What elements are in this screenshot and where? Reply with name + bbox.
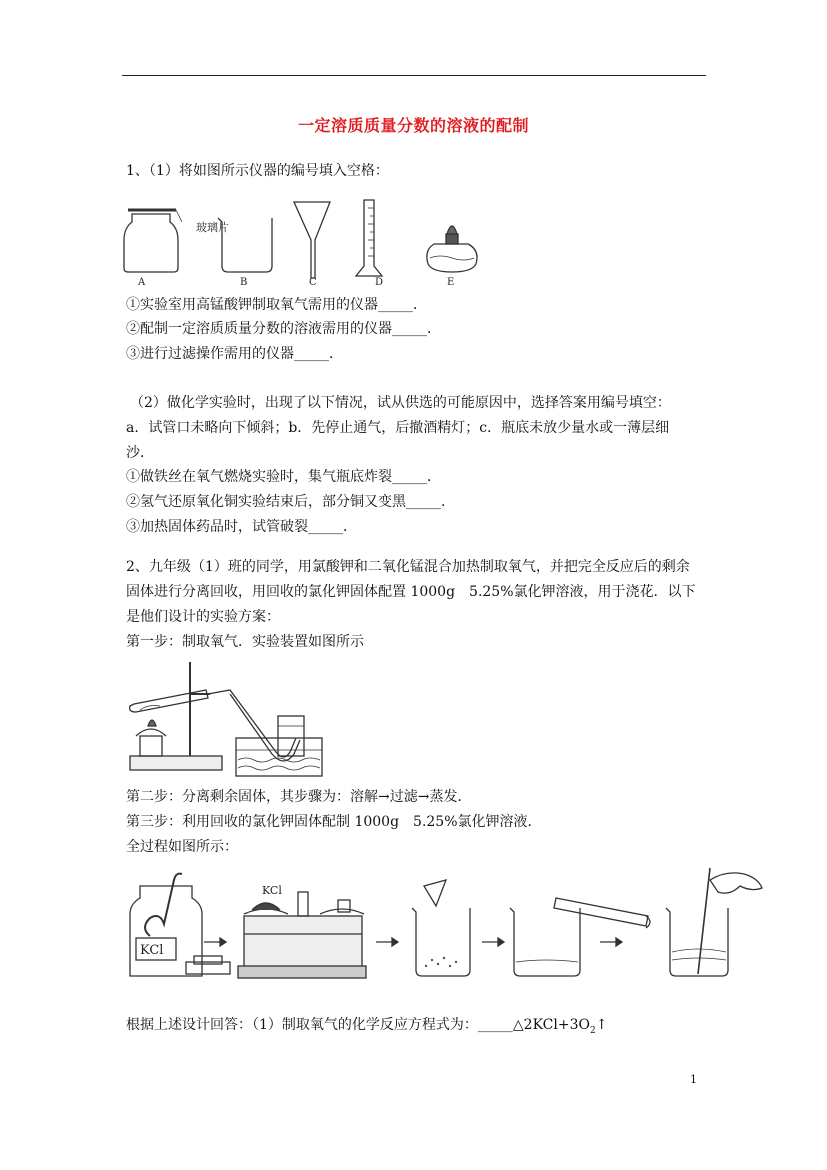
q1-part2-item-2: ②氢气还原氧化铜实验结束后，部分铜又变黑_____．: [126, 494, 455, 510]
page-title: 一定溶质质量分数的溶液的配制: [297, 116, 529, 135]
label-b: B: [240, 277, 248, 288]
oxygen-apparatus-figure: [126, 660, 326, 778]
q1-part2-item-1: ①做铁丝在氧气燃烧实验时，集气瓶底炸裂_____．: [126, 469, 441, 485]
glass-plate-label: 玻璃片: [196, 221, 229, 234]
label-d: D: [375, 277, 384, 288]
label-e: E: [447, 277, 455, 288]
header-rule: [122, 75, 706, 76]
beaker-with-solid-icon: [412, 908, 470, 976]
balance-icon: [244, 916, 362, 974]
q2-line3: 是他们设计的实验方案：: [126, 609, 280, 625]
q2-line2: 固体进行分离回收，用回收的氯化钾固体配置 1000g 5.25%氯化钾溶液，用于浇花．以下: [126, 584, 696, 600]
kcl-balance-label: KCl: [262, 884, 282, 897]
q1-options-line2: 沙．: [126, 445, 154, 461]
q2-step2: 第二步：分离剩余固体，其步骤为：溶解→过滤→蒸发．: [126, 789, 472, 805]
q2-line1: 2、九年级（1）班的同学，用氯酸钾和二氧化锰混合加热制取氧气，并把完全反应后的剩余: [126, 559, 690, 575]
instruments-figure: [118, 196, 478, 292]
answer-equation: △2KCl+3O: [512, 1017, 590, 1033]
kcl-label: KCl: [140, 943, 164, 958]
q1-item-3: ③进行过滤操作需用的仪器_____．: [126, 346, 343, 362]
q1-item-2: ②配制一定溶质质量分数的溶液需用的仪器_____．: [126, 321, 441, 337]
beaker-pouring-icon: [510, 908, 580, 976]
hand-icon: [710, 873, 762, 893]
q2-step3: 第三步：利用回收的氯化钾固体配制 1000g 5.25%氯化钾溶液．: [126, 814, 542, 830]
q1-options-line1: a．试管口未略向下倾斜；b．先停止通气，后撤酒精灯；c．瓶底未放少量水或一薄层细: [126, 420, 670, 436]
gas-jar-icon: [124, 214, 178, 272]
q2-step1: 第一步：制取氧气．实验装置如图所示: [126, 634, 364, 650]
water-trough-icon: [236, 738, 322, 776]
answer-prefix: 根据上述设计回答：（1）制取氧气的化学反应方程式为：_____: [126, 1017, 513, 1033]
q2-process: 全过程如图所示：: [126, 839, 238, 855]
q2-answer: [126, 1015, 607, 1041]
q1-item-1: ①实验室用高锰酸钾制取氧气需用的仪器_____．: [126, 297, 427, 313]
beaker-stirring-icon: [666, 908, 728, 976]
q1-part2-item-3: ③加热固体药品时，试管破裂_____．: [126, 519, 357, 535]
answer-arrow: ↑: [595, 1017, 608, 1033]
q1-intro: 1、（1）将如图所示仪器的编号填入空格：: [126, 163, 389, 179]
measuring-cylinder-icon: [356, 200, 382, 276]
label-c: C: [309, 277, 317, 288]
q1-part2-intro: （2）做化学实验时，出现了以下情况，试从供选的可能原因中，选择答案用编号填空：: [130, 395, 671, 411]
label-a: A: [138, 277, 146, 288]
delivery-tube-icon: [208, 690, 296, 757]
solution-process-figure: [126, 866, 768, 984]
alcohol-lamp-icon: [136, 729, 166, 736]
answer-subscript: 2: [589, 1025, 596, 1036]
spoon-icon: [145, 874, 182, 936]
measuring-cylinder-icon: [554, 898, 648, 926]
funnel-icon: [294, 202, 330, 278]
page-number: 1: [690, 1073, 697, 1086]
